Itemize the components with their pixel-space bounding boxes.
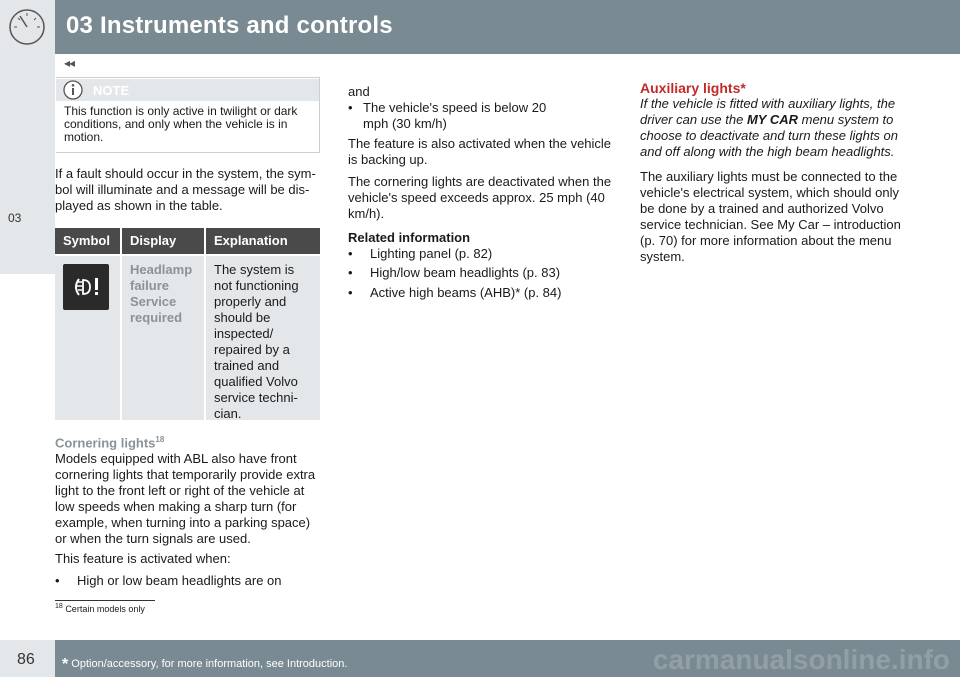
auxiliary-body: The auxiliary lights must be connected to the vehicle's electrical system, which should only be done by a trained and authorized Volvo service technician. See My Car – introduction (p. 70) for more information about the menu system.	[640, 169, 901, 264]
info-icon	[62, 79, 84, 101]
page-number: 86	[17, 651, 35, 668]
auxiliary-intro: If the vehicle is fitted with auxiliary lights, the driver can use the MY CAR menu system to choose to deactivate and turn these lights on and off along with the high beam headlights.	[640, 96, 899, 159]
speedometer-icon	[0, 0, 55, 54]
chapter-tab	[0, 54, 55, 274]
table-row	[55, 256, 320, 420]
cornering-lights-text: Models equipped with ABL also have front cornering lights that temporarily provide extra light to the front left or right of the vehicle at low speeds when making a sharp turn (for example, when turning into a parking space) or when the turn signals are used.	[55, 451, 316, 546]
explanation-text: The system is not functioning properly and should be inspected/ repaired by a trained and qualified Volvo service techni-cian.	[214, 262, 299, 421]
table-header-symbol: Symbol	[55, 228, 122, 254]
watermark: carmanualsonline.info	[652, 644, 950, 675]
list-item: • High or low beam headlights are on	[55, 573, 282, 588]
related-info-heading: Related information	[348, 230, 471, 245]
chapter-title: 03 Instruments and controls	[66, 12, 393, 39]
list-item: • The vehicle's speed is below 20 mph (30 km/h)	[348, 100, 547, 131]
footnote: $^{18}$ Certain models only	[55, 603, 145, 614]
deactivated-text: The cornering lights are deactivated when the vehicle's speed exceeds approx. 25 mph (40 km/h).	[348, 174, 612, 221]
footnote-divider	[55, 600, 155, 601]
bullet-icon: •	[348, 100, 353, 115]
fault-paragraph: If a fault should occur in the system, the sym-bol will illuminate and a message will be dis-played as shown in the table.	[55, 166, 316, 213]
footnote-ref[interactable]: 18	[155, 435, 165, 444]
footer-note: * Option/accessory, for more information, see Introduction.	[62, 656, 348, 673]
note-box	[56, 77, 320, 153]
display-cell	[122, 256, 206, 420]
bullet-icon: •	[55, 573, 60, 588]
display-message: Headlamp failure Service required	[130, 262, 193, 325]
cornering-lights-heading: Cornering lights$^{18}$	[55, 435, 165, 451]
related-link[interactable]: • Active high beams (AHB)* (p. 84)	[348, 285, 562, 300]
and-text: and	[348, 84, 370, 99]
table-header-row	[55, 228, 320, 254]
bullet-icon: •	[348, 265, 353, 280]
symbol-cell	[55, 256, 122, 420]
page-header	[0, 0, 960, 54]
cornering-light-fault-icon	[63, 264, 109, 310]
previous-page-link[interactable]: ◂◂	[64, 56, 75, 70]
related-link[interactable]: • Lighting panel (p. 82)	[348, 246, 493, 261]
reversing-text: The feature is also activated when the vehicle is backing up.	[348, 136, 612, 167]
auxiliary-lights-heading: Auxiliary lights*	[640, 80, 746, 96]
symbol-table	[55, 228, 320, 420]
note-text: This function is only active in twilight or dark conditions, and only when the vehicle is in motion.	[64, 104, 298, 144]
bullet-icon: •	[348, 246, 353, 261]
page-number-box	[0, 640, 55, 677]
page-footer	[0, 640, 960, 677]
table-header-display: Display	[122, 228, 206, 254]
bullet-icon: •	[348, 285, 353, 300]
related-link[interactable]: • High/low beam headlights (p. 83)	[348, 265, 561, 280]
explanation-cell	[206, 256, 320, 420]
header-icon-box	[0, 0, 55, 54]
activated-text: This feature is activated when:	[55, 551, 231, 566]
note-header	[56, 79, 319, 101]
table-header-explanation: Explanation	[214, 233, 288, 248]
note-label: NOTE	[93, 83, 130, 98]
chapter-tab-label: 03	[8, 211, 22, 225]
